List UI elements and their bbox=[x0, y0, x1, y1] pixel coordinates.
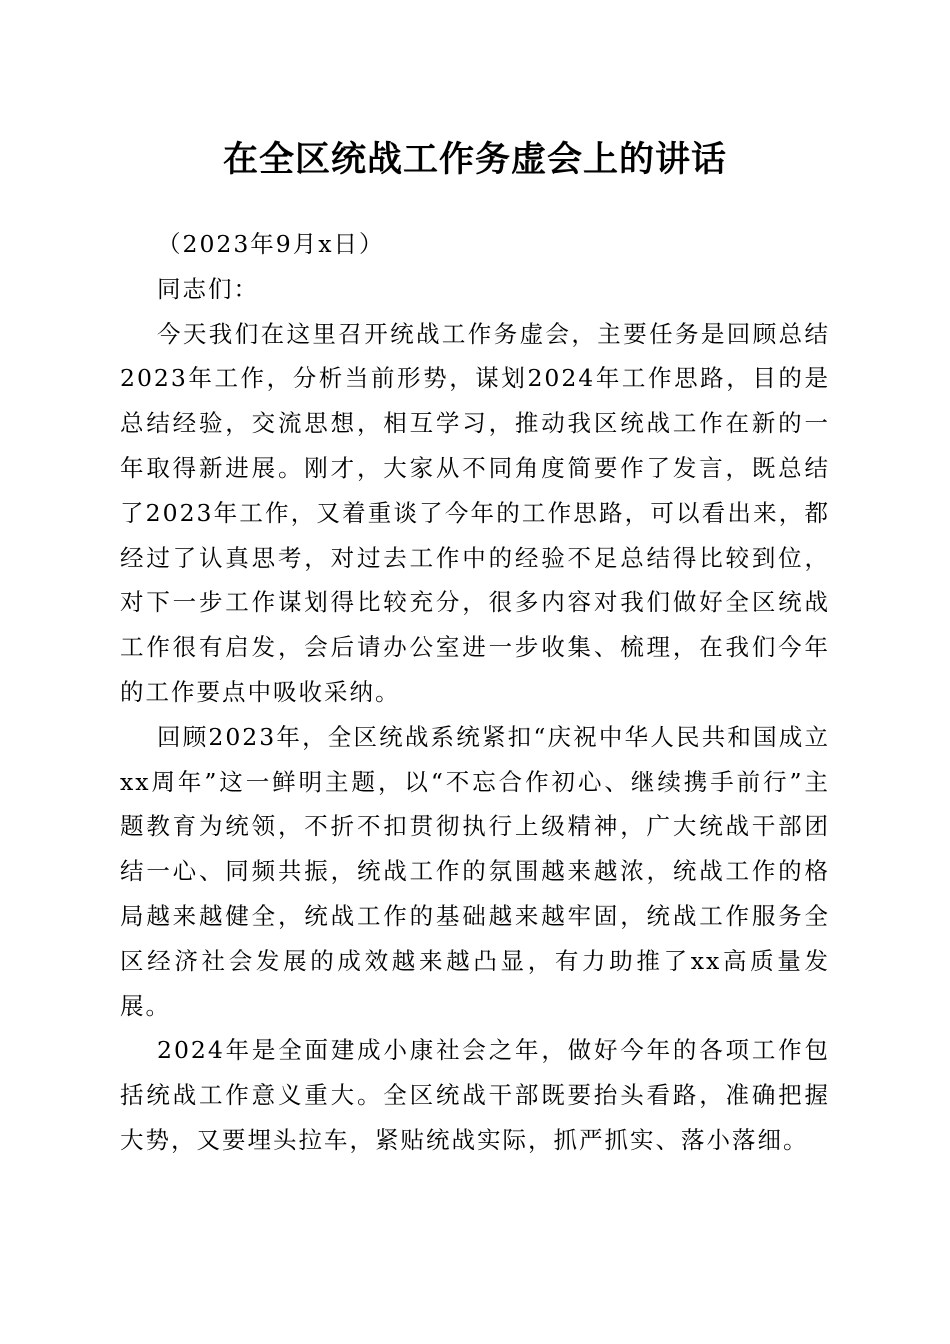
paragraph-2024-outlook: 2024年是全面建成小康社会之年，做好今年的各项工作包括统战工作意义重大。全区统战干部既要抬头看路，准确把握大势，又要埋头拉车，紧贴统战实际，抓严抓实、落小落细。 bbox=[120, 1036, 830, 1154]
paragraph-review-meeting: 今天我们在这里召开统战工作务虚会，主要任务是回顾总结2023年工作，分析当前形势，谋划2024年工作思路，目的是总结经验，交流思想，相互学习，推动我区统战工作在新的一年取得新进展。刚才，大家从不同角度简要作了发言，既总结了2023年工作，又着重谈了今年的工作思路，可以看出来，都经过了认真思考，对过去工作中的经验不足总结得比较到位，对下一步工作谋划得比较充分，很多内容对我们做好全区统战工作很有启发，会后请办公室进一步收集、梳理，在我们今年的工作要点中吸收采纳。 bbox=[120, 319, 830, 706]
document-page bbox=[120, 130, 830, 1163]
document-title: 在全区统战工作务虚会上的讲话 bbox=[222, 139, 727, 180]
date-line: （2023年9月x日） bbox=[157, 230, 385, 258]
salutation: 同志们： bbox=[157, 274, 259, 303]
paragraph-review-2023: 回顾2023年，全区统战系统紧扣“庆祝中华人民共和国成立xx周年”这一鲜明主题，以“不忘合作初心、继续携手前行”主题教育为统领，不折不扣贯彻执行上级精神，广大统战干部团结一心、同频共振，统战工作的氛围越来越浓，统战工作的格局越来越健全，统战工作的基础越来越牢固，统战工作服务全区经济社会发展的成效越来越凸显，有力助推了xx高质量发展。 bbox=[120, 722, 830, 1020]
